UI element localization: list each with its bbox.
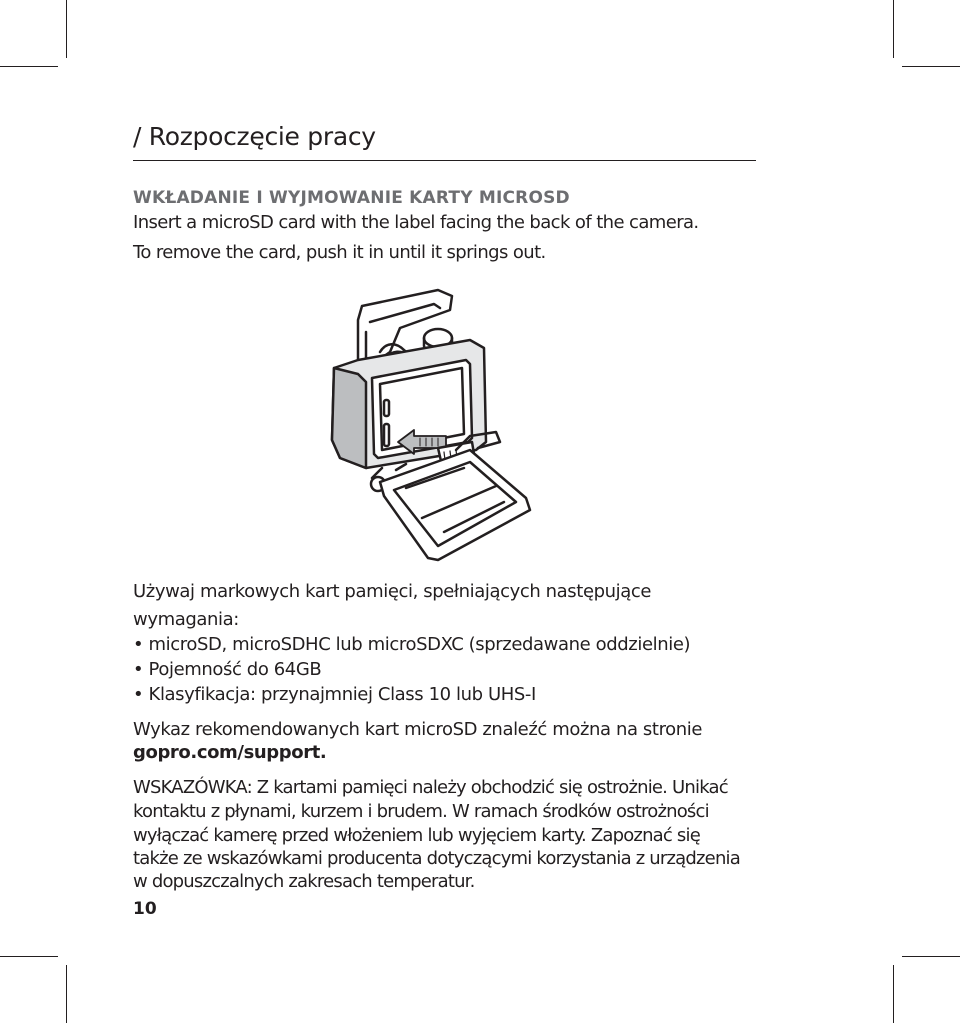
page-number: 10	[133, 899, 157, 919]
tip-line: w dopuszczalnych zakresach temperatur.	[133, 871, 475, 892]
camera-microsd-illustration	[320, 270, 560, 570]
crop-mark	[902, 66, 960, 67]
instruction-line: To remove the card, push it in until it springs out.	[133, 242, 546, 263]
crop-mark	[893, 965, 894, 1023]
crop-mark	[902, 956, 960, 957]
crop-mark	[66, 0, 67, 58]
support-link[interactable]: gopro.com/support.	[133, 742, 327, 763]
requirements-intro: wymagania:	[133, 609, 239, 630]
instruction-line: Insert a microSD card with the label facing the back of the camera.	[133, 212, 699, 233]
requirement-item: • Klasyfikacja: przynajmniej Class 10 lub UHS-I	[133, 684, 536, 705]
recommendation-text: Wykaz rekomendowanych kart microSD znaleźć można na stronie	[133, 719, 703, 740]
tip-line: wyłączać kamerę przed włożeniem lub wyjęciem karty. Zapoznać się	[133, 825, 700, 846]
requirement-item: • Pojemność do 64GB	[133, 659, 322, 680]
title-divider	[133, 160, 756, 161]
section-title: / Rozpoczęcie pracy	[133, 122, 376, 151]
crop-mark	[0, 66, 58, 67]
crop-mark	[66, 965, 67, 1023]
requirements-intro: Używaj markowych kart pamięci, spełniających następujące	[133, 581, 652, 602]
tip-line: WSKAZÓWKA: Z kartami pamięci należy obchodzić się ostrożnie. Unikać	[133, 777, 728, 798]
section-heading: WKŁADANIE I WYJMOWANIE KARTY MICROSD	[133, 188, 570, 208]
crop-mark	[893, 0, 894, 58]
requirement-item: • microSD, microSDHC lub microSDXC (sprzedawane oddzielnie)	[133, 634, 691, 655]
tip-line: także ze wskazówkami producenta dotyczącymi korzystania z urządzenia	[133, 848, 740, 869]
crop-mark	[0, 956, 58, 957]
tip-line: kontaktu z płynami, kurzem i brudem. W ramach środków ostrożności	[133, 801, 709, 822]
